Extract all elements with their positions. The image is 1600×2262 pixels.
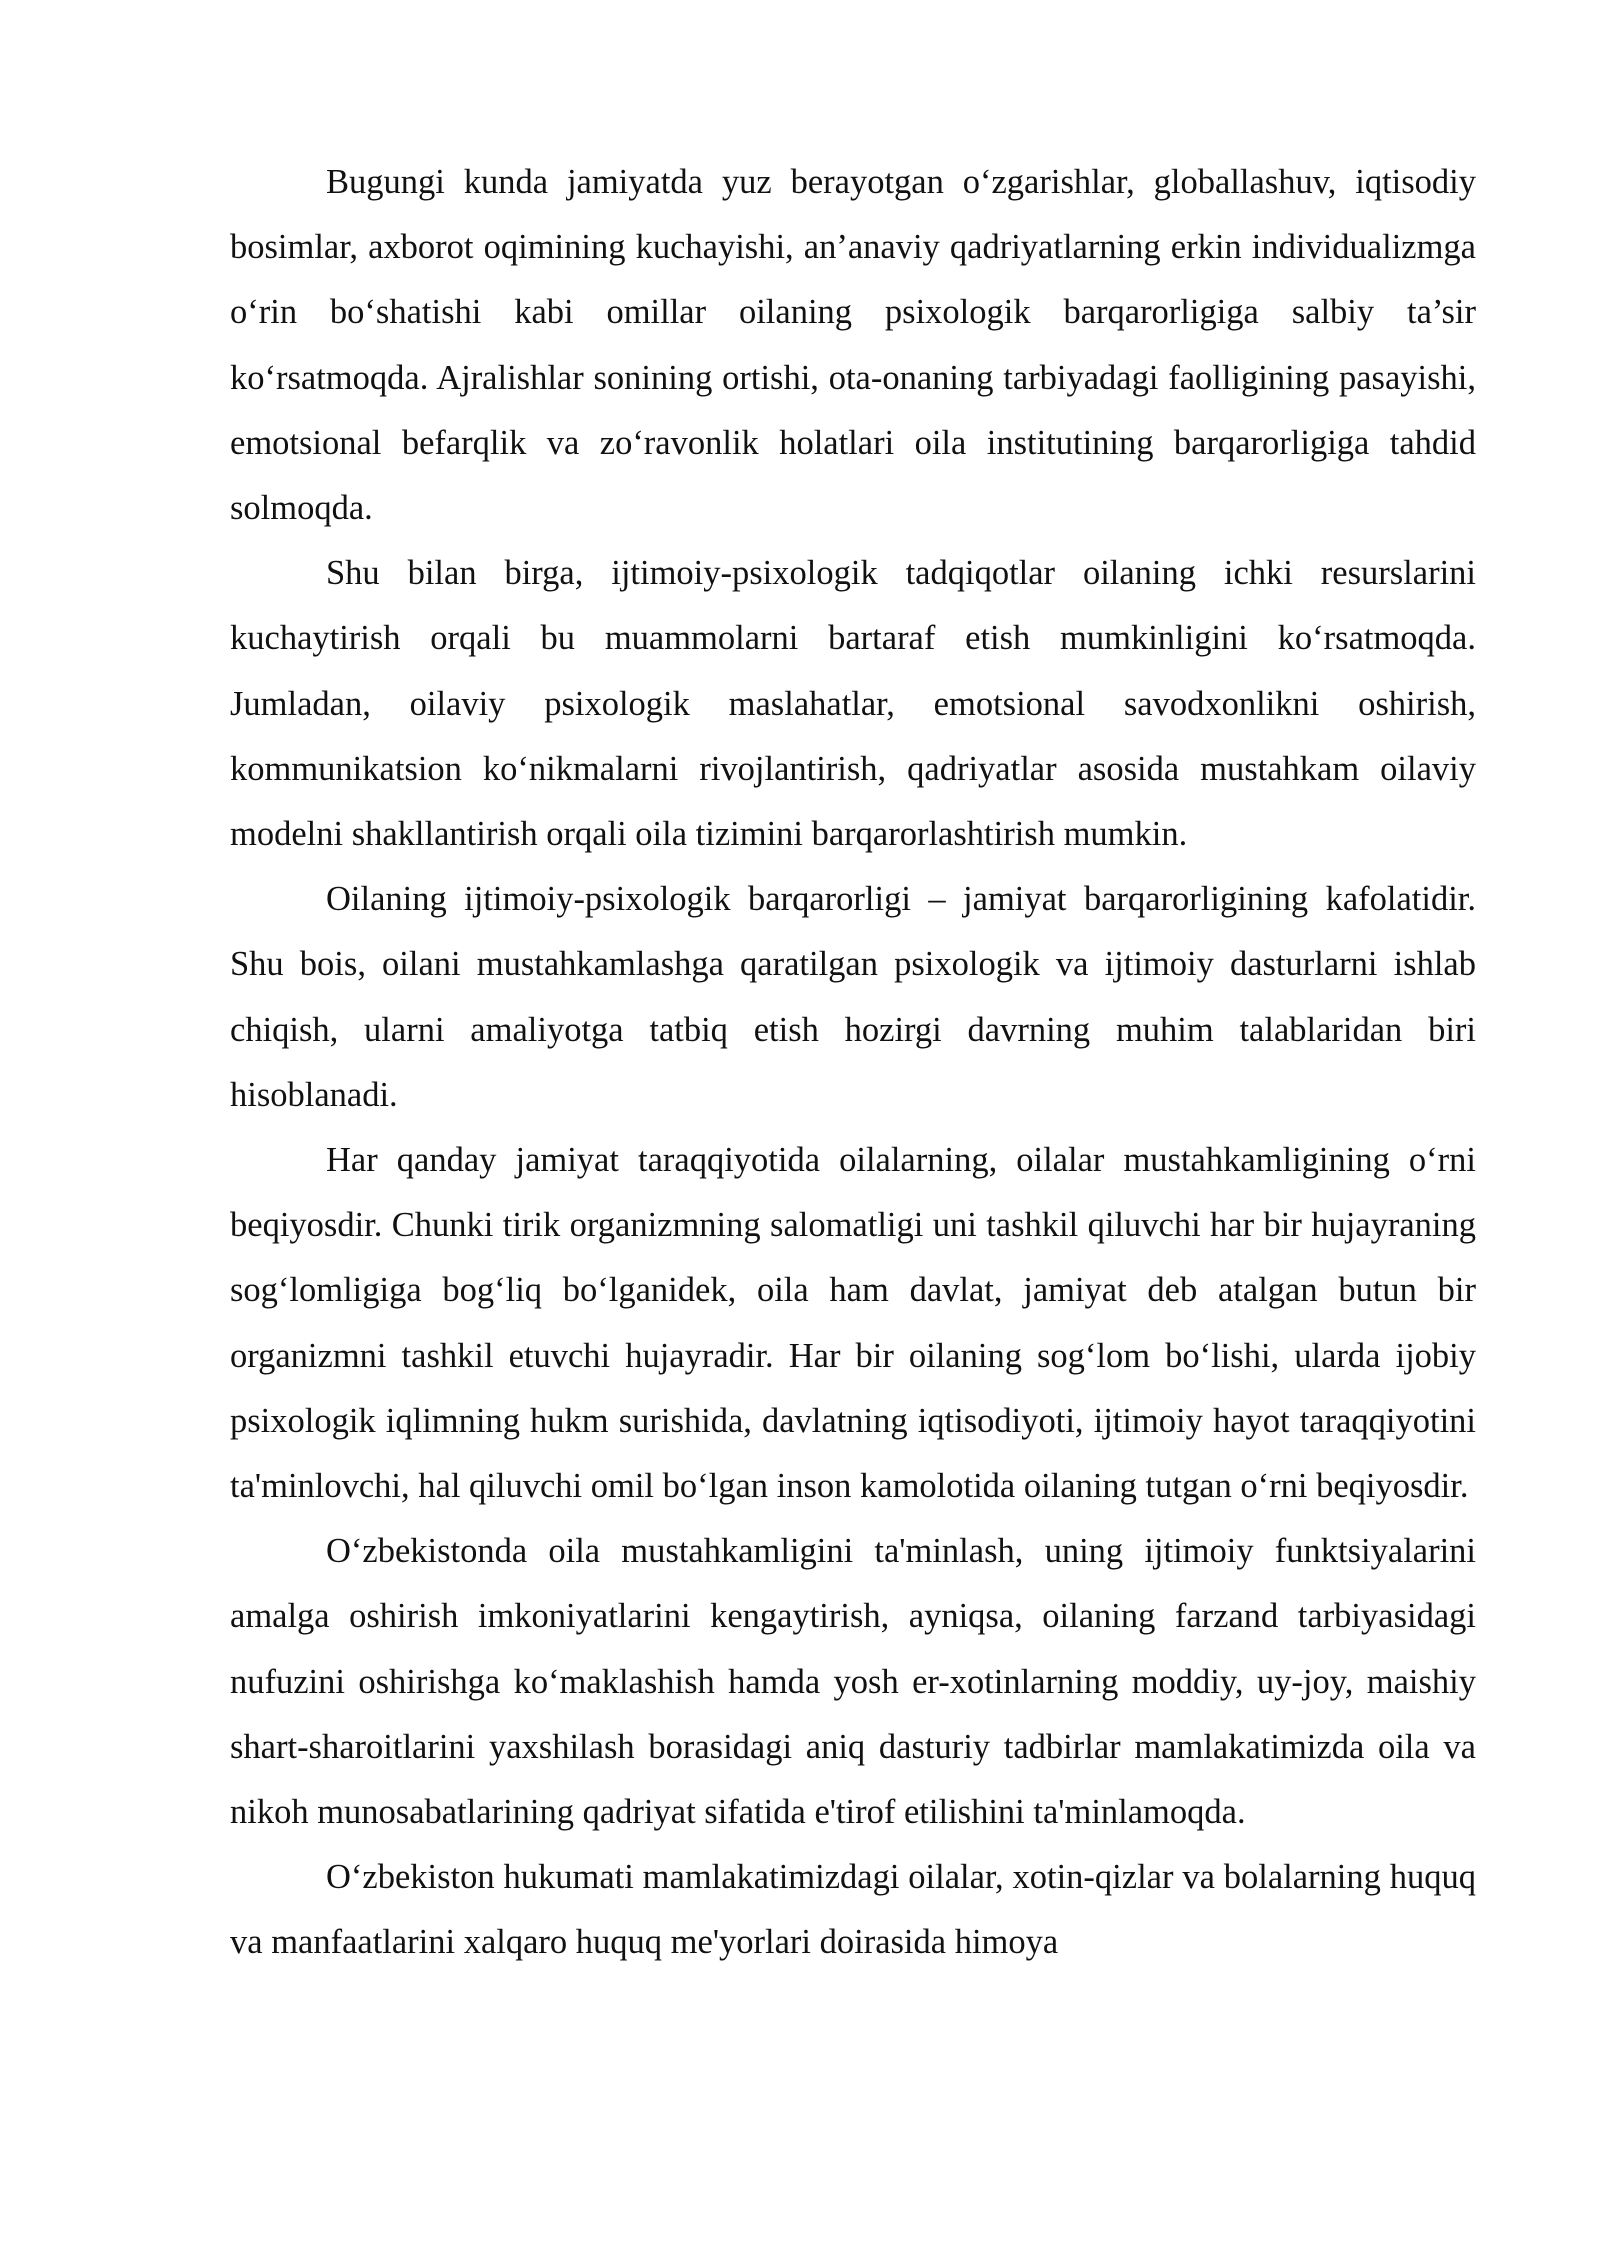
paragraph-2: Shu bilan birga, ijtimoiy-psixologik tadqiqotlar oilaning ichki resurslarini kuchaytirish orqali bu muammolarni bartaraf etish mumkinligini ko‘rsatmoqda. Jumladan, oilaviy psixologik maslahatlar, emotsional savodxonlikni oshirish, kommunikatsion ko‘nikmalarni rivojlantirish, qadriyatlar asosida mustahkam oilaviy modelni shakllantirish orqali oila tizimini barqarorlashtirish mumkin. [230,554,1476,854]
paragraph-4: Har qanday jamiyat taraqqiyotida oilalarning, oilalar mustahkamligining o‘rni beqiyosdir. Chunki tirik organizmning salomatligi uni tashkil qiluvchi har bir hujayraning sog‘lomligiga bog‘liq bo‘lganidek, oila ham davlat, jamiyat deb atalgan butun bir organizmni tashkil etuvchi hujayradir. Har bir oilaning sog‘lom bo‘lishi, ularda ijobiy psixologik iqlimning hukm surishida, davlatning iqtisodiyoti, ijtimoiy hayot taraqqiyotini ta'minlovchi, hal qiluvchi omil bo‘lgan inson kamolotida oilaning tutgan o‘rni beqiyosdir. [230,1141,1476,1506]
paragraph-1: Bugungi kunda jamiyatda yuz berayotgan o‘zgarishlar, globallashuv, iqtisodiy bosimlar, axborot oqimining kuchayishi, an’anaviy qadriyatlarning erkin individualizmga o‘rin bo‘shatishi kabi omillar oilaning psixologik barqarorligiga salbiy ta’sir ko‘rsatmoqda. Ajralishlar sonining ortishi, ota-onaning tarbiyadagi faolligining pasayishi, emotsional befarqlik va zo‘ravonlik holatlari oila institutining barqarorligiga tahdid solmoqda. [230,163,1476,528]
paragraph-6: O‘zbekiston hukumati mamlakatimizdagi oilalar, xotin-qizlar va bolalarning huquq va manfaatlarini xalqaro huquq me'yorlari doirasida himoya [230,1858,1476,1962]
body-text [230,150,1476,1976]
paragraph-3: Oilaning ijtimoiy-psixologik barqarorligi – jamiyat barqarorligining kafolatidir. Shu bois, oilani mustahkamlashga qaratilgan psixologik va ijtimoiy dasturlarni ishlab chiqish, ularni amaliyotga tatbiq etish hozirgi davrning muhim talablaridan biri hisoblanadi. [230,880,1476,1114]
paragraph-5: O‘zbekistonda oila mustahkamligini ta'minlash, uning ijtimoiy funktsiyalarini amalga oshirish imkoniyatlarini kengaytirish, ayniqsa, oilaning farzand tarbiyasidagi nufuzini oshirishga ko‘maklashish hamda yosh er-xotinlarning moddiy, uy-joy, maishiy shart-sharoitlarini yaxshilash borasidagi aniq dasturiy tadbirlar mamlakatimizda oila va nikoh munosabatlarining qadriyat sifatida e'tirof etilishini ta'minlamoqda. [230,1532,1476,1832]
